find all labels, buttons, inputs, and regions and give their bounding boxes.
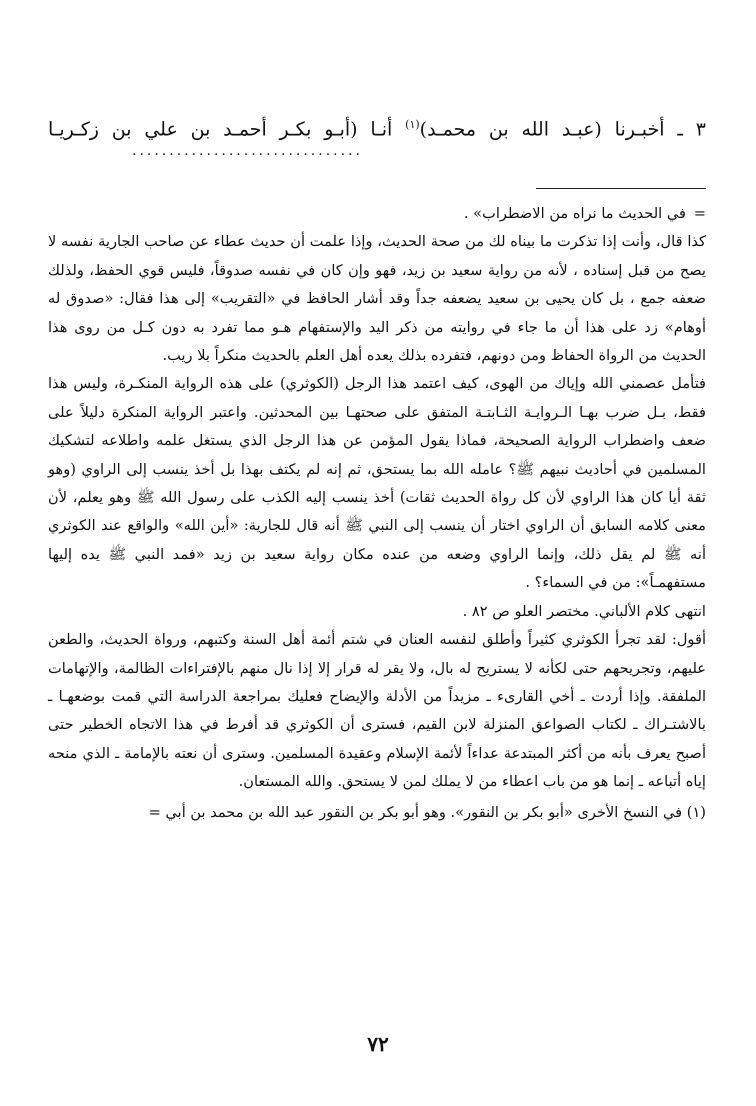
continuation-mark: = — [693, 205, 706, 222]
footnote-separator — [536, 188, 706, 189]
footnote-paragraph: أقول: لقد تجرأ الكوثري كثيراً وأطلق لنفسه العنان في شتم أئمة أهل السنة وكتبهم، ورواة الحديث، والطعن عليهم، وتجريحهم حتى لكأنه لا يستريح له بال، ولا يقر له قرار إلا إذا نال منهم بالإفتراءات الظالمة، والإتهامات الملفقة. وإذا أردت ـ أخي القارىء ـ مزيداً من الأدلة والإيضاح فعليك بمراجعة الدراسة التي قمت بوضعهـا ـ بالاشتـراك ـ لكتاب الصواعق المنزلة لابن القيم، فسترى أن الكوثري قد أفرط في هذا الاتجاه الخطير حتى أصبح يعرف بأنه من أكثر المبتدعة عداءاً لأئمة الإسلام وعقيدة المسلمين. وسترى أن نعته بالإمامة ـ الذي منحه إياه أتباعه ـ إنما هو من باب اعطاء من لا يملك لمن لا يستحق. والله المستعان. — [48, 631, 706, 791]
main-text-end: أنـا (أبـو بكـر أحمـد بن علي بن زكـريـا — [48, 118, 406, 141]
footnotes-block — [48, 200, 706, 827]
footnote-paragraph: انتهى كلام الألباني. مختصر العلو ص ٨٢ . — [462, 602, 706, 620]
main-text-line — [48, 108, 706, 146]
footnote-text: في الحديث ما نراه من الاضطراب» . — [463, 205, 686, 222]
footnote-reference: (١) — [405, 118, 420, 131]
footnote-paragraph: كذا قال، وأنت إذا تذكرت ما بيناه لك من صحة الحديث، وإذا علمت أن حديث عطاء عن صاحب الجارية نفسه لا يصح من قبل إسناده ، لأنه من رواية سعيد بن زيد، فهو وإن كان في نفسه صدوقاً، فليس قوي الحفظ، ولذلك ضعفه جمع ، بل كان يحيى بن سعيد يضعفه جداً وقد أشار الحافظ في «التقريب» إلى هذا فقال: «صدوق له أوهام» زد على هذا أن ما جاء في روايته من ذكر اليد والإستفهام هـو مما تفرد به دون كـل من روى هذا الحديث من الرواة الحفاظ ومن دونهم، فتفرده بذلك يعده أهل العلم بالحديث منكراً بلا ريب. — [48, 233, 706, 365]
main-text-start: ٣ ـ أخبـرنا (عبـد الله بن محمـد) — [419, 118, 706, 141]
footnote-paragraph-continued — [48, 200, 706, 228]
dotted-line: ............................... — [132, 143, 363, 159]
page-number: ٧٢ — [367, 1032, 389, 1056]
footnote-one: (١) في النسخ الأخرى «أبو بكر بن النقور». وهو أبو بكر بن النقور عبد الله بن محمد بن أبي = — [148, 803, 706, 821]
footnote-paragraph: فتأمل عصمني الله وإياك من الهوى، كيف اعتمد هذا الرجل (الكوثري) على هذه الرواية المنكـرة، وليس هذا فقط، بـل ضرب بهـا الـروايـة الثـابتـة المتفق على صحتهـا بين المحدثين. واعتبر الرواية المنكرة دليلاً على ضعف واضطراب الرواية الصحيحة، فماذا يقول المؤمن عن هذا الرجل الذي يستغل علمه واطلاعه لتشكيك المسلمين في أحاديث نبيهم ﷺ؟ عامله الله بما يستحق، ثم إنه لم يكتف بهذا بل أخذ ينسب إلى الراوي (وهو ثقة أيا كان هذا الراوي لأن كل رواة الحديث ثقات) أخذ ينسب إليه الكذب على رسول الله ﷺ وهو يعلم، لأن معنى كلامه السابق أن الراوي اختار أن ينسب إلى النبي ﷺ أنه قال للجارية: «أين الله» والواقع عند الكوثري أنه ﷺ لم يقل ذلك، وإنما الراوي وضعه من عنده مكان رواية سعيد بن زيد «فمد النبي ﷺ يده إليها مستفهمـاً»: من في السماء؟ . — [48, 375, 706, 592]
